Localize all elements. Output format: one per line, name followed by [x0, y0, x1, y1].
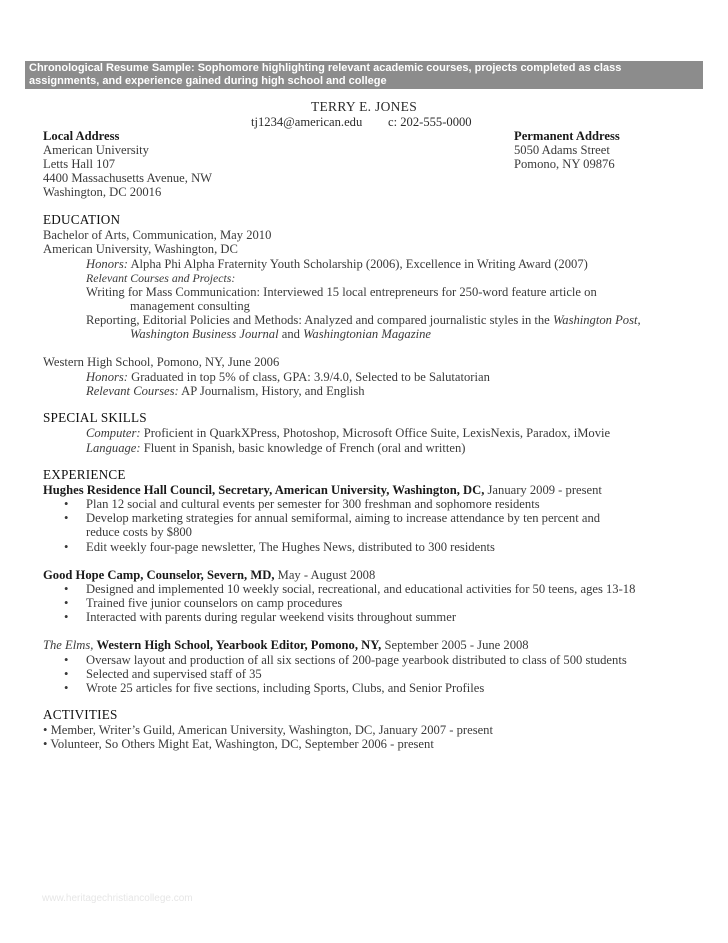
bullet: • — [43, 737, 48, 751]
skill-text: Proficient in QuarkXPress, Photoshop, Microsoft Office Suite, LexisNexis, Paradox, iMovie — [143, 426, 611, 440]
skill-label: Computer: — [86, 426, 141, 440]
course-2-publication: Washingtonian Magazine — [303, 327, 432, 341]
job-bullet-text: Wrote 25 articles for five sections, including Sports, Clubs, and Senior Profiles — [86, 681, 485, 695]
bullet: • — [64, 582, 69, 596]
activity-text: Volunteer, So Others Might Eat, Washington, DC, September 2006 - present — [50, 737, 434, 751]
local-address-title: Local Address — [43, 129, 120, 143]
job-bullet-text: Edit weekly four-page newsletter, The Hughes News, distributed to 300 residents — [86, 540, 495, 554]
candidate-name: TERRY E. JONES — [310, 99, 418, 114]
job-bullet-text: Selected and supervised staff of 35 — [86, 667, 262, 681]
job-date: September 2005 - June 2008 — [384, 638, 529, 652]
hs-honors — [86, 370, 490, 384]
sample-banner — [25, 61, 703, 89]
activity-item — [43, 723, 493, 737]
job-bullet-text: Plan 12 social and cultural events per semester for 300 freshman and sophomore residents — [86, 497, 540, 511]
hs-courses — [86, 384, 365, 398]
bullet: • — [64, 653, 69, 667]
education-heading: EDUCATION — [43, 212, 121, 227]
job-bullet-text: Interacted with parents during regular weekend visits throughout summer — [86, 610, 457, 624]
education-school: American University, Washington, DC — [43, 242, 238, 256]
watermark: www.heritagechristiancollege.com — [42, 893, 193, 904]
experience-heading: EXPERIENCE — [43, 467, 126, 482]
bullet: • — [43, 723, 48, 737]
job-2-header — [43, 568, 375, 582]
job-bullet-text: Trained five junior counselors on camp procedures — [86, 596, 343, 610]
local-address-line: American University — [43, 143, 149, 157]
skill-computer — [86, 426, 610, 440]
course-2-publication: Washington Business Journal — [130, 327, 279, 341]
bullet: • — [64, 540, 69, 554]
job-title: Hughes Residence Hall Council, Secretary, American University, Washington, DC, — [43, 483, 485, 497]
bullet: • — [64, 511, 69, 525]
course-2-line-2 — [130, 327, 431, 341]
banner-line-1: Chronological Resume Sample: Sophomore highlighting relevant academic courses, projects completed as class — [29, 62, 622, 74]
publication-name: The Elms, — [43, 638, 94, 652]
candidate-email: tj1234@american.edu — [251, 115, 363, 129]
course-2-line-1 — [86, 313, 641, 327]
hs-courses-label: Relevant Courses: — [86, 384, 179, 398]
course-2-text: Reporting, Editorial Policies and Methods: Analyzed and compared journalistic styles in the — [86, 313, 550, 327]
job-bullet-text: Designed and implemented 10 weekly social, recreational, and educational activities for 50 teens, ages 13-18 — [86, 582, 636, 596]
bullet: • — [64, 610, 69, 624]
banner-line-2: assignments, and experience gained during high school and college — [29, 74, 387, 87]
hs-courses-text: AP Journalism, History, and English — [181, 384, 365, 398]
skills-heading: SPECIAL SKILLS — [43, 410, 147, 425]
honors-text: Alpha Phi Alpha Fraternity Youth Scholarship (2006), Excellence in Writing Award (2007) — [130, 257, 588, 271]
job-title: Good Hope Camp, Counselor, Severn, MD, — [43, 568, 275, 582]
bullet: • — [64, 681, 69, 695]
job-title: Western High School, Yearbook Editor, Pomono, NY, — [96, 638, 382, 652]
hs-honors-text: Graduated in top 5% of class, GPA: 3.9/4.0, Selected to be Salutatorian — [131, 370, 490, 384]
high-school: Western High School, Pomono, NY, June 2006 — [43, 355, 280, 369]
candidate-phone: c: 202-555-0000 — [388, 115, 472, 129]
bullet: • — [64, 667, 69, 681]
activity-item — [43, 737, 434, 751]
hs-honors-label: Honors: — [86, 370, 128, 384]
job-date: May - August 2008 — [277, 568, 376, 582]
permanent-address-title: Permanent Address — [514, 129, 620, 143]
job-3-header — [43, 638, 529, 652]
course-1-line-2: management consulting — [130, 299, 250, 313]
honors-label: Honors: — [86, 257, 128, 271]
activity-text: Member, Writer’s Guild, American University, Washington, DC, January 2007 - present — [50, 723, 493, 737]
permanent-address-line: Pomono, NY 09876 — [514, 157, 615, 171]
bullet: • — [64, 497, 69, 511]
education-degree: Bachelor of Arts, Communication, May 2010 — [43, 228, 272, 242]
course-2-publication: Washington Post, — [552, 313, 641, 327]
job-date: January 2009 - present — [487, 483, 602, 497]
job-bullet-text: Develop marketing strategies for annual semiformal, aiming to increase attendance by ten percent and — [86, 511, 601, 525]
course-2-and: and — [281, 327, 300, 341]
job-bullet-text: reduce costs by $800 — [86, 525, 192, 539]
skill-label: Language: — [86, 441, 141, 455]
bullet: • — [64, 596, 69, 610]
skill-language — [86, 441, 466, 455]
local-address-line: Washington, DC 20016 — [43, 185, 162, 199]
skill-text: Fluent in Spanish, basic knowledge of French (oral and written) — [143, 441, 466, 455]
local-address-line: 4400 Massachusetts Avenue, NW — [43, 171, 213, 185]
permanent-address-line: 5050 Adams Street — [514, 143, 610, 157]
relevant-courses-label: Relevant Courses and Projects: — [86, 271, 236, 285]
course-1-line-1: Writing for Mass Communication: Interviewed 15 local entrepreneurs for 250-word feature article on — [86, 285, 597, 299]
local-address-line: Letts Hall 107 — [43, 157, 116, 171]
activities-heading: ACTIVITIES — [43, 707, 118, 722]
job-1-header — [43, 483, 602, 497]
job-bullet-text: Oversaw layout and production of all six sections of 200-page yearbook distributed to class of 500 students — [86, 653, 627, 667]
education-honors — [86, 257, 588, 271]
